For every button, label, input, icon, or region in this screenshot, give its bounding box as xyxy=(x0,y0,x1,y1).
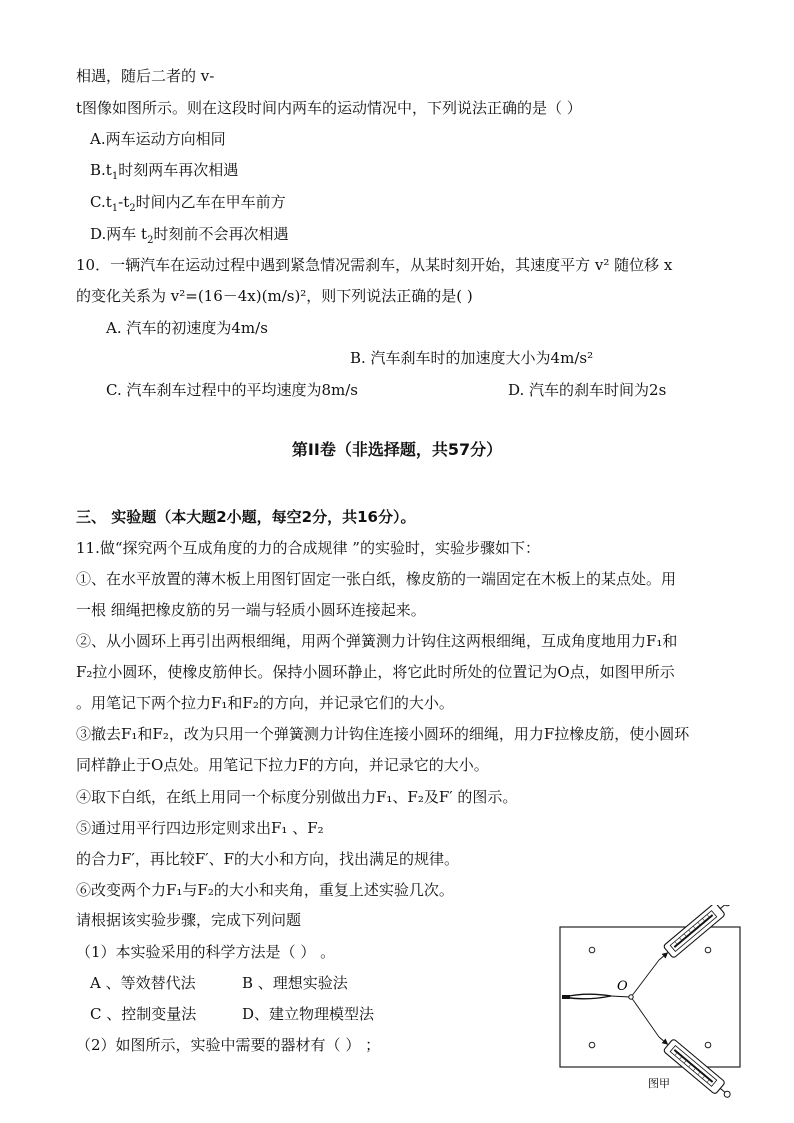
q11-step3b: 同样静止于O点处。用笔记下拉力F的方向，并记录它的大小。 xyxy=(76,756,489,774)
q11-step5b: 的合力F′，再比较F′、F的大小和方向，找出满足的规律。 xyxy=(76,850,460,868)
point-o-label: O xyxy=(617,979,628,994)
experiment-figure xyxy=(556,905,772,1100)
q11-step6: ⑥改变两个力F₁与F₂的大小和夹角，重复上述实验几次。 xyxy=(76,881,454,899)
q11-intro: 11.做“探究两个互成角度的力的合成规律 ”的实验时，实验步骤如下： xyxy=(76,539,540,557)
q11-step5a: ⑤通过用平行四边形定则求出F₁ 、F₂ xyxy=(76,819,324,837)
q11-step3a: ③撤去F₁和F₂，改为只用一个弹簧测力计钩住连接小圆环的细绳，用力F拉橡皮筋，使小圆环 xyxy=(76,725,690,743)
section-title: 第II卷（非选择题，共57分） xyxy=(291,440,503,459)
q11-step2a: ②、从小圆环上再引出两根细绳，用两个弹簧测力计钩住这两根细绳，互成角度地用力F₁和 xyxy=(76,632,678,650)
q11-step1b: 一根 细绳把橡皮筋的另一端与轻质小圆环连接起来。 xyxy=(76,601,426,619)
q11-sub1-option-a: A 、等效替代法 xyxy=(90,974,196,992)
figure-caption: 图甲 xyxy=(648,1077,670,1090)
q11-sub1-option-b: B 、理想实验法 xyxy=(242,974,348,992)
q10-option-b: B. 汽车刹车时的加速度大小为4m/s² xyxy=(350,349,594,367)
q9-option-a: A.两车运动方向相同 xyxy=(90,130,226,148)
q10-line1: 10．一辆汽车在运动过程中遇到紧急情况需刹车，从某时刻开始，其速度平方 v² 随位移 x xyxy=(76,256,673,274)
q11-step1a: ①、在水平放置的薄木板上用图钉固定一张白纸，橡皮筋的一端固定在木板上的某点处。用 xyxy=(76,570,677,588)
q10-option-c: C. 汽车刹车过程中的平均速度为8m/s xyxy=(106,381,358,399)
q11-sub1-option-d: D、建立物理模型法 xyxy=(242,1005,375,1023)
q11-sub1: （1）本实验采用的科学方法是（ ） 。 xyxy=(76,943,336,961)
q11-sub2: （2）如图所示，实验中需要的器材有（ ） ； xyxy=(76,1036,381,1054)
q9-option-b: $B.t_1$时刻两车再次相遇 xyxy=(90,161,239,182)
q9-line2: t图像如图所示。则在这段时间内两车的运动情况中，下列说法正确的是（ ） xyxy=(76,99,582,117)
q9-line1: 相遇，随后二者的 v- xyxy=(76,67,215,85)
q10-line2: 的变化关系为 v²=(16－4x)(m/s)²，则下列说法正确的是( ) xyxy=(76,287,473,305)
section-heading: 三、 实验题（本大题2小题，每空2分，共16分）。 xyxy=(76,508,416,526)
q11-step2b: F₂拉小圆环，使橡皮筋伸长。保持小圆环静止，将它此时所处的位置记为O点，如图甲所示 xyxy=(76,663,675,681)
small-ring xyxy=(629,995,633,999)
q11-prompt: 请根据该实验步骤，完成下列问题 xyxy=(76,911,302,929)
q11-sub1-option-c: C 、控制变量法 xyxy=(90,1005,197,1023)
q9-option-c: $C.t_1-t_2$时间内乙车在甲车前方 xyxy=(90,193,286,214)
q11-step2c: 。用笔记下两个拉力F₁和F₂的方向，并记录它们的大小。 xyxy=(76,694,454,712)
q10-option-a: A. 汽车的初速度为4m/s xyxy=(106,319,268,337)
q11-step4: ④取下白纸，在纸上用同一个标度分别做出力F₁、F₂及F′ 的图示。 xyxy=(76,788,518,806)
q9-option-d: D.两车 $t_2$时刻前不会再次相遇 xyxy=(90,225,289,246)
q10-option-d: D. 汽车的刹车时间为2s xyxy=(508,381,667,399)
